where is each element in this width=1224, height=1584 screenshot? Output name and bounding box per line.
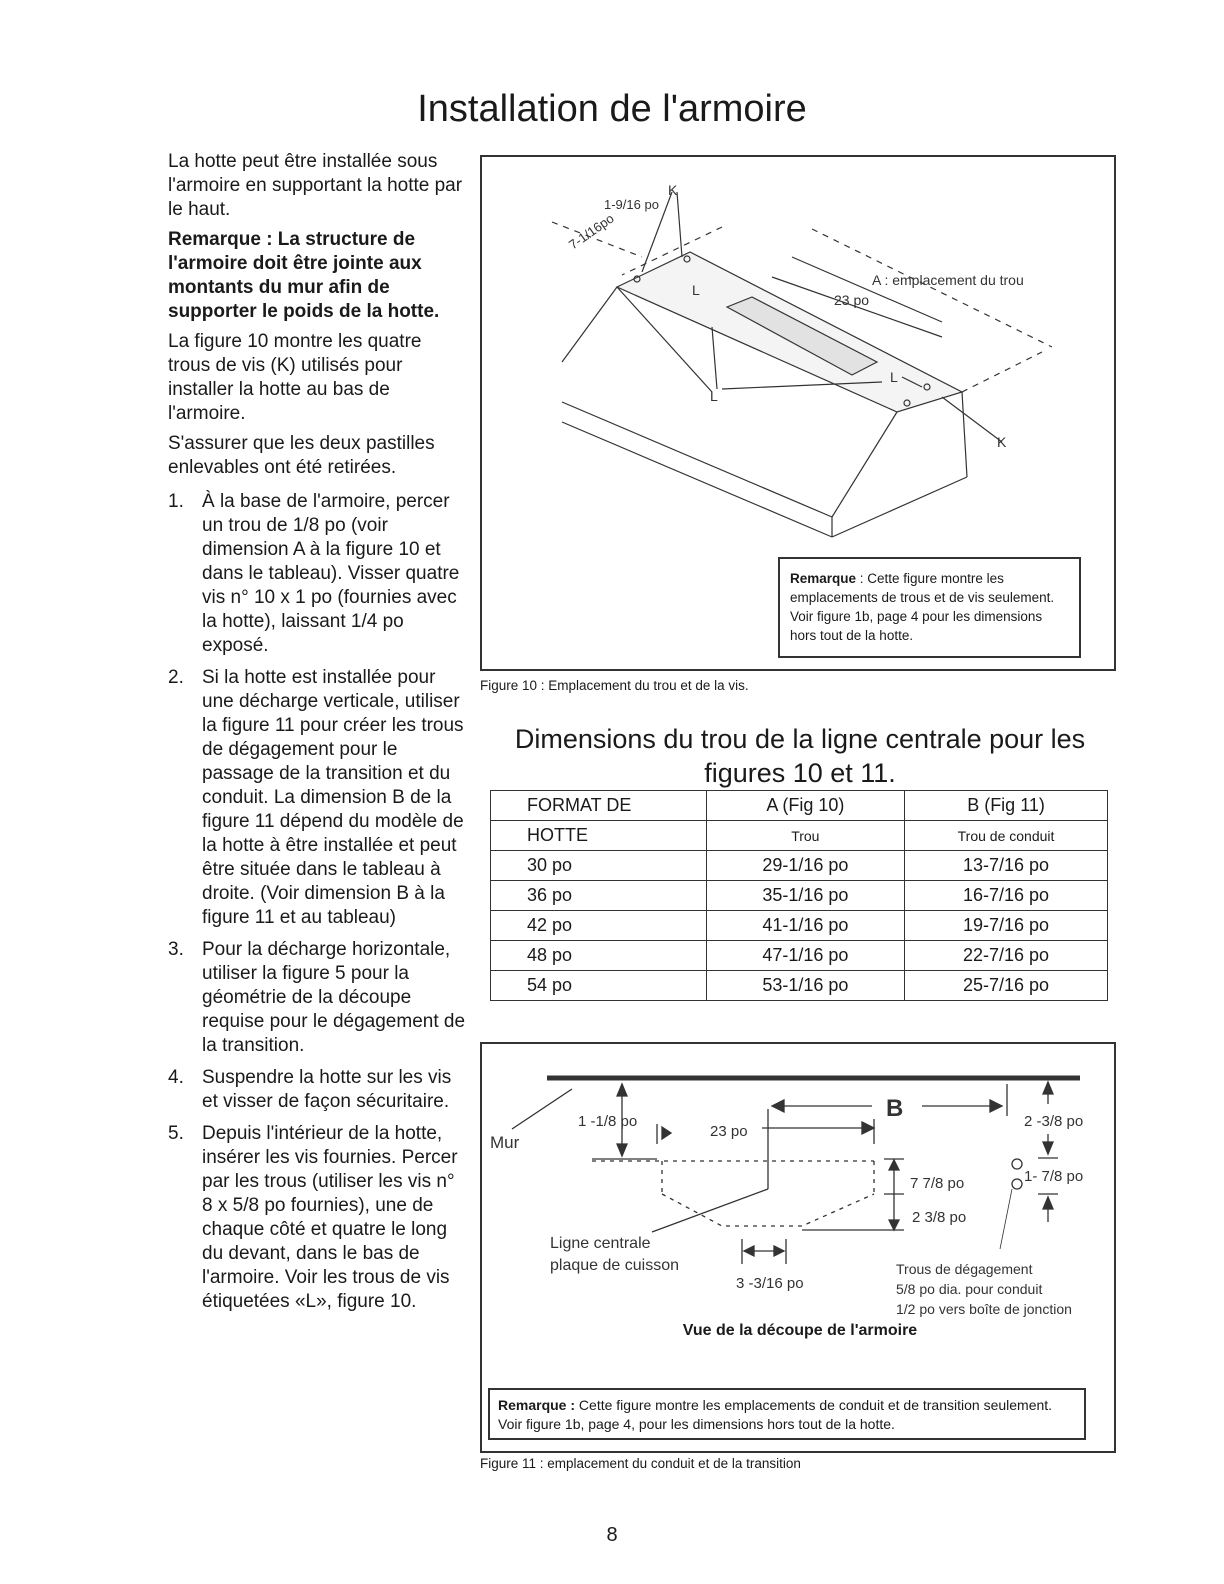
cell-b: 16-7/16 po [905,881,1108,911]
label-dim-1-1-8: 1 -1/8 po [578,1113,638,1130]
step-item [168,1066,468,1114]
step-text: À la base de l'armoire, percer un trou de 1/8 po (voir dimension A à la figure 10 et dans le tableau). Visser quatre vis n° 10 x 1 po (fournies avec la hotte), laissant 1/4 po exposé. [202,491,460,656]
table-row [491,851,1108,881]
page-title: Installation de l'armoire [417,88,807,130]
table-row [491,971,1108,1001]
step-number: 2. [168,667,184,688]
dimensions-table [490,790,1108,1001]
cell-b: 13-7/16 po [905,851,1108,881]
figure10-paragraph: La figure 10 montre les quatre trous de vis (K) utilisés pour installer la hotte au bas de l'armoire. [168,331,422,424]
step-item [168,938,468,1058]
label-dim-2-3-8: 2 3/8 po [912,1209,967,1226]
figure10-note [778,557,1081,658]
cell-a: 29-1/16 po [706,851,904,881]
label-b: B [886,1095,904,1122]
cell-format: 54 po [491,971,707,1001]
figure11-note [488,1388,1086,1440]
label-dim-23: 23 po [710,1123,748,1140]
label-trous-1: Trous de dégagement [896,1261,1033,1277]
label-plaque: plaque de cuisson [550,1257,679,1274]
page-number: 8 [606,1524,618,1546]
cell-format: 30 po [491,851,707,881]
step-number: 3. [168,939,184,960]
header-a: A (Fig 10) [706,791,904,821]
table-row [491,881,1108,911]
step-item [168,666,468,930]
cell-b: 25-7/16 po [905,971,1108,1001]
cell-a: 47-1/16 po [706,941,904,971]
cell-b: 19-7/16 po [905,911,1108,941]
subheader-format: HOTTE [491,821,707,851]
instructions-column [168,150,468,1322]
label-trous-2: 5/8 po dia. pour conduit [896,1281,1043,1297]
step-text: Depuis l'intérieur de la hotte, insérer les vis fournies. Percer par les trous (utiliser les vis n° 8 x 5/8 po fournies), une de chaque côté et quatre le long du devant, dans le bas de l'armoire. Voir les trous de vis étiquetées «L», figure 10. [202,1123,458,1312]
table-subheader-row [491,821,1108,851]
label-ligne-centrale: Ligne centrale [550,1235,651,1252]
figure11-note-label: Remarque : [498,1397,576,1413]
label-k-top: K [668,182,678,198]
figure11-view-title: Vue de la découpe de l'armoire [682,1322,918,1339]
step-number: 5. [168,1123,184,1144]
cell-b: 22-7/16 po [905,941,1108,971]
table-header-row [491,791,1108,821]
label-dim-3-3-16: 3 -3/16 po [736,1275,804,1292]
step-number: 1. [168,491,184,512]
label-a: A : emplacement du trou [872,272,1024,288]
table-row [491,941,1108,971]
cell-format: 48 po [491,941,707,971]
label-l3: L [890,369,898,385]
label-trous-3: 1/2 po vers boîte de jonction [896,1301,1072,1317]
cell-a: 35-1/16 po [706,881,904,911]
structure-note: Remarque : La structure de l'armoire doit être jointe aux montants du mur afin de supporter le poids de la hotte. [168,229,440,322]
header-b: B (Fig 11) [905,791,1108,821]
figure11-note-text: Cette figure montre les emplacements de conduit et de transition seulement. Voir figure 1b, page 4, pour les dimensions hors tout de la hotte. [498,1397,1053,1432]
intro-paragraph: La hotte peut être installée sous l'armoire en supportant la hotte par le haut. [168,151,463,220]
label-dim-2-3-8-top: 2 -3/8 po [1024,1113,1084,1130]
figure10-note-text: : Cette figure montre les emplacements de trous et de vis seulement. Voir figure 1b, page 4 pour les dimensions hors tout de la hotte. [790,571,1055,643]
cell-a: 41-1/16 po [706,911,904,941]
step-item [168,490,468,658]
label-l1: L [692,282,700,298]
label-dim-1-9-16: 1-9/16 po [604,197,659,212]
step-text: Pour la décharge horizontale, utiliser la figure 5 pour la géométrie de la découpe requise pour le dégagement de la transition. [202,939,466,1056]
figure10-caption: Figure 10 : Emplacement du trou et de la vis. [480,678,749,693]
label-dim-23: 23 po [834,292,870,308]
steps-list [168,490,468,1314]
label-k-right: K [997,434,1007,450]
label-dim-7-7-8: 7 7/8 po [910,1175,965,1192]
step-item [168,1122,468,1314]
figure10-note-label: Remarque [790,571,857,586]
label-mur: Mur [490,1133,520,1152]
table-row [491,911,1108,941]
step-text: Si la hotte est installée pour une décharge verticale, utiliser la figure 11 pour créer les trous de dégagement pour le passage de la transition et du conduit. La dimension B de la figure 11 dépend du modèle de la hotte à être installée et peut être située dans le tableau à droite. (Voir dimension B à la figure 11 et au tableau) [202,667,464,928]
header-format: FORMAT DE [491,791,707,821]
step-number: 4. [168,1067,184,1088]
label-dim-1-7-8: 1- 7/8 po [1024,1168,1084,1185]
table-title: Dimensions du trou de la ligne centrale pour les figures 10 et 11. [514,724,1086,788]
pastilles-paragraph: S'assurer que les deux pastilles enlevables ont été retirées. [168,433,435,478]
step-text: Suspendre la hotte sur les vis et visser de façon sécuritaire. [202,1067,452,1112]
cell-format: 42 po [491,911,707,941]
subheader-b: Trou de conduit [905,821,1108,851]
cell-format: 36 po [491,881,707,911]
cell-a: 53-1/16 po [706,971,904,1001]
figure11-caption: Figure 11 : emplacement du conduit et de la transition [480,1456,801,1471]
subheader-a: Trou [706,821,904,851]
label-dim-7-1-16: 7-1/16po [566,210,617,253]
label-l2: L [710,388,718,404]
